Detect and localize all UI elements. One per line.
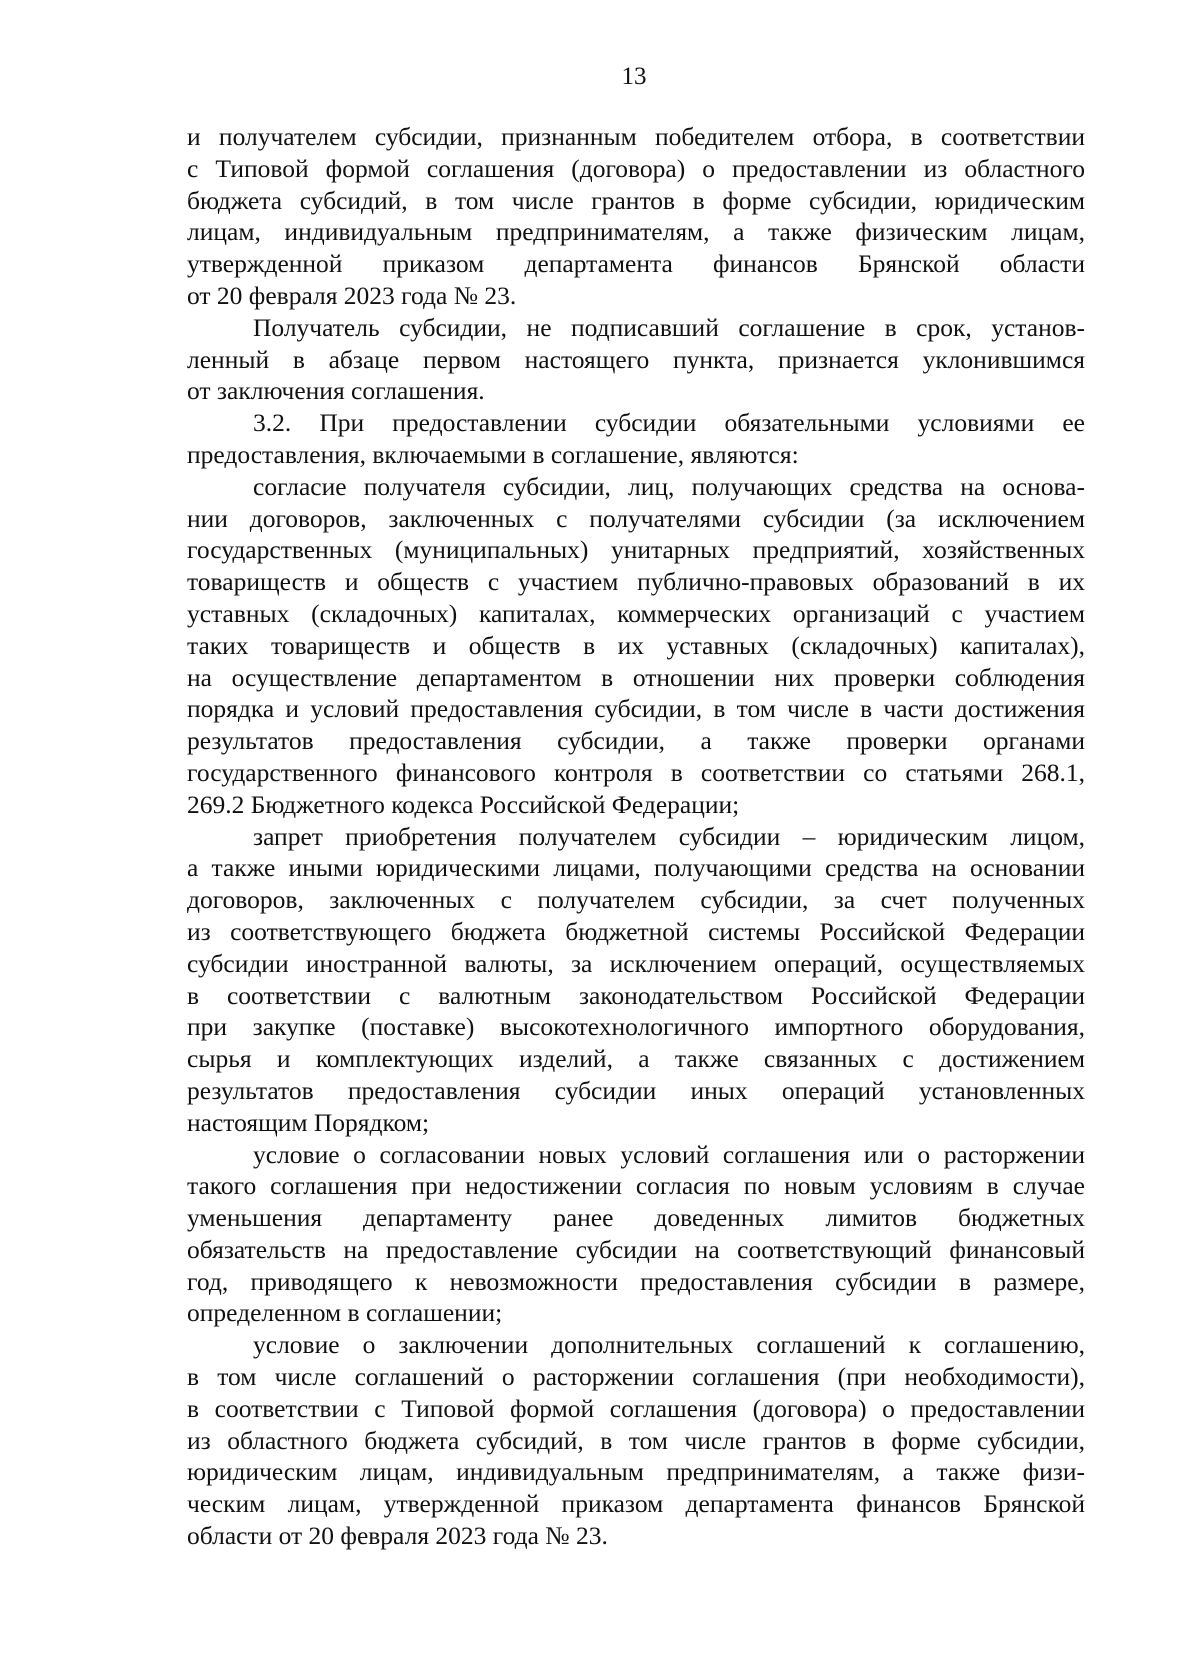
text-line: области от 20 февраля 2023 года № 23. bbox=[187, 1521, 608, 1551]
paragraph-consent bbox=[187, 471, 1085, 821]
text-line: а также иными юридическими лицами, получающими средства на основании bbox=[187, 853, 1085, 883]
text-line: результатов предоставления субсидии, а также проверки органами bbox=[187, 726, 1085, 756]
text-line: обязательств на предоставление субсидии на соответствующий финансовый bbox=[187, 1234, 1085, 1264]
text-line: уменьшения департаменту ранее доведенных лимитов бюджетных bbox=[187, 1203, 1085, 1233]
text-line: согласие получателя субсидии, лиц, получающих средства на основа- bbox=[253, 471, 1085, 501]
text-line: предоставления, включаемыми в соглашение, являются: bbox=[187, 439, 799, 469]
text-line: из соответствующего бюджета бюджетной системы Российской Федерации bbox=[187, 916, 1085, 946]
text-line: товариществ и обществ с участием публично-правовых образований в их bbox=[187, 567, 1085, 597]
paragraph-clause-3-2 bbox=[187, 407, 1085, 471]
text-line: и получателем субсидии, признанным победителем отбора, в соответствии bbox=[187, 122, 1085, 151]
text-line: от заключения соглашения. bbox=[187, 376, 485, 406]
paragraph-additional-agreements bbox=[187, 1329, 1085, 1552]
text-line: от 20 февраля 2023 года № 23. bbox=[187, 280, 517, 310]
text-line: Получатель субсидии, не подписавший соглашение в срок, установ- bbox=[253, 312, 1085, 342]
paragraph-agreement-conclusion bbox=[187, 121, 1085, 312]
text-line: бюджета субсидий, в том числе грантов в форме субсидии, юридическим bbox=[187, 185, 1085, 215]
text-line: субсидии иностранной валюты, за исключением операций, осуществляемых bbox=[187, 948, 1085, 978]
text-line: уставных (складочных) капиталах, коммерческих организаций с участием bbox=[187, 598, 1085, 628]
text-line: на осуществление департаментом в отношении них проверки соблюдения bbox=[187, 662, 1085, 692]
text-line: договоров, заключенных с получателем субсидии, за счет полученных bbox=[187, 885, 1085, 915]
text-line: запрет приобретения получателем субсидии – юридическим лицом, bbox=[253, 821, 1085, 851]
text-line: таких товариществ и обществ в их уставных (складочных) капиталах), bbox=[187, 630, 1085, 660]
text-line: ческим лицам, утвержденной приказом департамента финансов Брянской bbox=[187, 1489, 1085, 1519]
text-line: ленный в абзаце первом настоящего пункта, признается уклонившимся bbox=[187, 344, 1085, 374]
text-line: в том числе соглашений о расторжении соглашения (при необходимости), bbox=[187, 1362, 1085, 1392]
text-line: в соответствии с валютным законодательством Российской Федерации bbox=[187, 980, 1085, 1010]
text-line: нии договоров, заключенных с получателями субсидии (за исключением bbox=[187, 503, 1085, 533]
document-body bbox=[187, 121, 1085, 1552]
text-line: 3.2. При предоставлении субсидии обязательными условиями ее bbox=[253, 408, 1085, 438]
text-line: сырья и комплектующих изделий, а также связанных с достижением bbox=[187, 1044, 1085, 1074]
text-line: при закупке (поставке) высокотехнологичного импортного оборудования, bbox=[187, 1012, 1085, 1042]
text-line: юридическим лицам, индивидуальным предпринимателям, а также физи- bbox=[187, 1457, 1085, 1487]
text-line: условие о заключении дополнительных соглашений к соглашению, bbox=[253, 1330, 1085, 1360]
paragraph-evasion bbox=[187, 312, 1085, 407]
text-line: порядка и условий предоставления субсидии, в том числе в части достижения bbox=[187, 694, 1085, 724]
text-line: условие о согласовании новых условий соглашения или о расторжении bbox=[253, 1139, 1085, 1169]
text-line: в соответствии с Типовой формой соглашения (договора) о предоставлении bbox=[187, 1393, 1085, 1423]
text-line: результатов предоставления субсидии иных операций установленных bbox=[187, 1075, 1085, 1105]
text-line: государственных (муниципальных) унитарных предприятий, хозяйственных bbox=[187, 535, 1085, 565]
page-number: 13 bbox=[621, 63, 647, 90]
text-line: с Типовой формой соглашения (договора) о предоставлении из областного bbox=[187, 153, 1085, 183]
text-line: определенном в соглашении; bbox=[187, 1298, 503, 1328]
text-line: такого соглашения при недостижении согласия по новым условиям в случае bbox=[187, 1171, 1085, 1201]
text-line: лицам, индивидуальным предпринимателям, а также физическим лицам, bbox=[187, 217, 1085, 247]
text-line: настоящим Порядком; bbox=[187, 1107, 430, 1137]
paragraph-currency-ban bbox=[187, 821, 1085, 1139]
text-line: государственного финансового контроля в соответствии со статьями 268.1, bbox=[187, 757, 1085, 787]
text-line: из областного бюджета субсидий, в том числе грантов в форме субсидии, bbox=[187, 1425, 1085, 1455]
text-line: год, приводящего к невозможности предоставления субсидии в размере, bbox=[187, 1266, 1085, 1296]
paragraph-new-conditions bbox=[187, 1139, 1085, 1330]
text-line: утвержденной приказом департамента финансов Брянской области bbox=[187, 249, 1085, 279]
text-line: 269.2 Бюджетного кодекса Российской Федерации; bbox=[187, 789, 740, 819]
